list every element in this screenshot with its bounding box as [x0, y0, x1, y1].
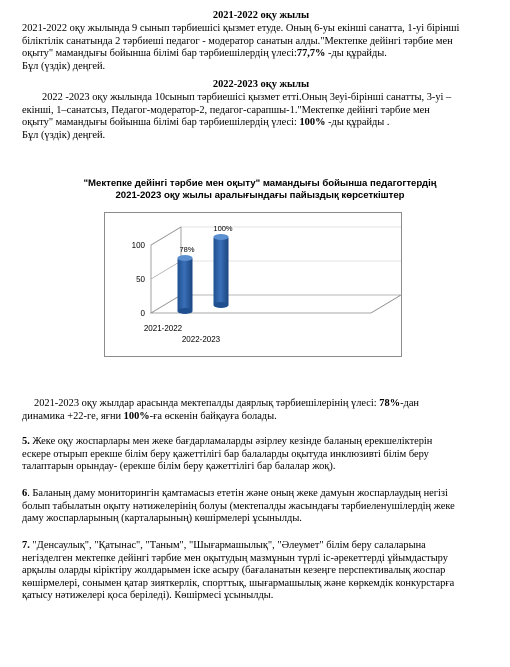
item6-line3: даму жоспарларының (карталарының) көшірмелері ұсынылды.	[22, 513, 302, 525]
chart-title-line2: 2021-2023 оқу жылы аралығындағы пайыздық көрсеткіштер	[115, 190, 405, 201]
item6-line2: болып табылатын оқыту нәтижелерінің болуы (мектепалды жасындағы тәрбиеленушілердің жеке	[22, 500, 455, 512]
summary-line1	[22, 398, 500, 411]
chart-canvas	[105, 213, 401, 356]
section2-line3	[22, 117, 500, 130]
data-label: 100%	[213, 224, 233, 233]
bar-base	[178, 308, 193, 314]
section1-line3-suffix: -ды құрайды.	[325, 48, 387, 60]
section1-paragraph	[22, 23, 500, 73]
item7-line1-text: "Денсаулық", "Қатынас", "Таным", "Шығармашылық", "Әлеумет" білім беру салаларына	[29, 540, 426, 551]
item6-line1	[22, 488, 500, 501]
bar-chart	[104, 212, 402, 357]
y-tick-label: 0	[140, 309, 145, 318]
item7-line2: негізделген мектепке дейінгі тәрбие мен оқытудың мазмұнын түрлі іс-әрекеттерді ұйымдастыру	[22, 552, 448, 564]
bar	[214, 237, 229, 305]
chart-title	[40, 178, 480, 202]
summary-line2	[22, 411, 500, 424]
summary-line2-suffix: -ға өскенін байқауға болады.	[149, 410, 277, 422]
section2-line3-text: оқыту" мамандығы бойынша білімі бар тәрбиешілердің үлесі:	[22, 117, 300, 129]
section1-level: Бұл (үздік) деңгей.	[22, 60, 106, 72]
item6-number: 6	[22, 488, 28, 499]
item6-paragraph	[22, 488, 500, 526]
data-label: 78%	[179, 244, 195, 254]
y-tick-label: 50	[136, 275, 145, 284]
summary-line2-text: динамика +22-ге, яғни	[22, 410, 124, 422]
section1-percent: 77,7%	[296, 48, 326, 60]
bar	[178, 258, 193, 311]
chart-title-line1: "Мектепке дейінгі тәрбие мен оқыту" мамандығы бойынша педагогтердің	[83, 178, 437, 189]
section2-line1: 2022 -2023 оқу жылында 10сынып тәрбиешісі қызмет етті.Оның 3еуі-бірінші санатты, 3-уі –	[42, 92, 452, 103]
section2-line3-suffix: -ды құрайды .	[325, 117, 390, 129]
section1-line3-text: оқыту" мамандығы бойынша білімі бар тәрбиешілердің үлесі:	[22, 48, 297, 60]
item6-line1-text: . Баланың даму мониторингін қамтамасыз ететін және оның жеке дамуын жоспарлаудың негізі	[27, 488, 448, 499]
item7-line5: қатысу нәтижелері қоса беріледі). Көшірмесі ұсынылды.	[22, 590, 274, 602]
bar-top	[214, 234, 229, 240]
item7-line3: арқылы оларды кіріктіру жолдарымен іске асыру (бағаланатын кезеңге перспективалық жоспар	[22, 565, 446, 577]
x-tick-label: 2021-2022	[143, 324, 183, 333]
summary-paragraph	[22, 398, 500, 423]
section1-line1: 2021-2022 оқу жылында 9 сынып тәрбиешісі қызмет етуде. Оның 6-уы екінші санатта, 1-уі бірінші	[22, 23, 460, 34]
section2-line2: екінші, 1–санатсыз, Педагог-модератор-2, педагог-сарапшы-1."Мектепке дейінгі тәрбие мен	[22, 104, 430, 116]
gridline-depth	[151, 295, 181, 313]
item5-number: 5.	[22, 436, 30, 447]
gridline-depth	[151, 261, 181, 279]
item5-line1-text: Жеке оқу жоспарлары мен жеке бағдарламаларды әзірлеу кезінде баланың ерекшеліктерін	[29, 436, 433, 447]
summary-start-value: 78%	[379, 398, 401, 409]
item5-line1	[22, 436, 500, 449]
section2-level: Бұл (үздік) деңгей.	[22, 129, 106, 141]
item5-line3: талаптарын орындау- (ерекше білім беру қажеттілігі бар балалар жоқ).	[22, 461, 336, 473]
item5-line2: ескере отырып ерекше білім беру қажеттілігі бар балаларды оқытуда инклюзивті білім беру	[22, 448, 429, 460]
x-tick-label: 2022-2023	[181, 335, 221, 344]
section1-heading: 2021-2022 оқу жылы	[212, 10, 310, 21]
item5-paragraph	[22, 436, 500, 474]
item7-line4: көшірмелері, сонымен қатар зияткерлік, спорттық, шығармашылық және көркемдік конкурстарға	[22, 577, 455, 589]
section1-line2: біліктілік санатында 2 тәрбиеші педагог - модератор санатын алды."Мектепке дейінгі тәрбие мен	[22, 35, 453, 47]
item7-number: 7.	[22, 540, 30, 551]
y-tick-label: 100	[131, 241, 145, 250]
item7-paragraph	[22, 540, 500, 603]
summary-line1-text: 2021-2023 оқу жылдар арасында мектепалды даярлық тәрбиешілерінің үлесі:	[34, 398, 380, 409]
section2-heading: 2022-2023 оқу жылы	[212, 79, 310, 90]
bar-base	[214, 302, 229, 308]
section2-percent: 100%	[299, 117, 326, 129]
item7-line1	[22, 540, 500, 553]
section1-line3	[22, 48, 500, 61]
summary-line1-suffix: -дан	[400, 398, 419, 409]
gridline-depth	[151, 227, 181, 245]
summary-end-value: 100%	[123, 410, 150, 422]
section2-paragraph	[22, 92, 500, 142]
bar-top	[178, 255, 193, 261]
